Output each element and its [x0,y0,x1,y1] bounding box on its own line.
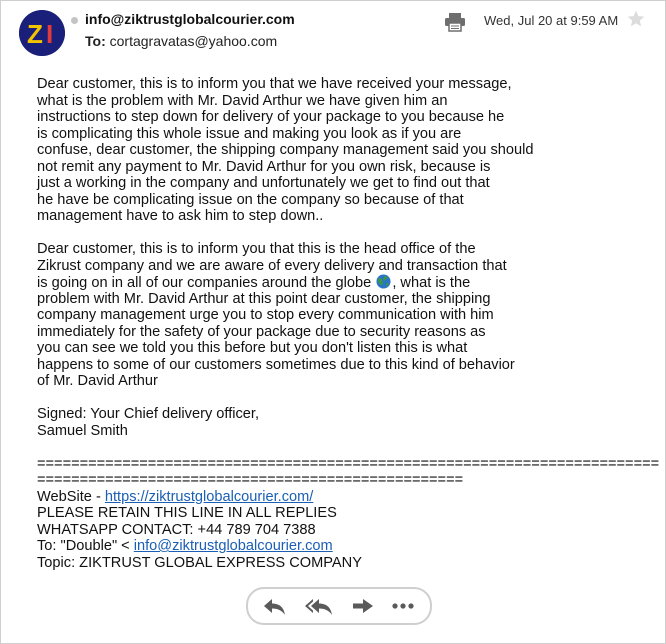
avatar-i-letter: I [46,19,54,49]
separator-line: ========================================================================= [37,455,660,472]
to-label: To: [85,33,106,49]
text-line: what is the problem with Mr. David Arthur we have given him an [37,92,448,109]
text-line: immediately for the safety of your package due to security reasons as [37,323,486,340]
reply-all-icon[interactable] [304,594,334,618]
text-line: happens to some of our customers sometimes due to this kind of behavior [37,356,515,373]
message-actions-bar [246,587,432,625]
unread-indicator [71,17,78,24]
paragraph-2-rest [37,291,637,390]
avatar-logo-icon [19,10,65,56]
to-contact-label: To: "Double" < [37,538,134,554]
text-line: Dear customer, this is to inform you that we have received your message, [37,76,512,92]
paragraph-2 [37,241,637,390]
recipient-line [85,33,277,49]
text-line: you can see we told you this before but you don't listen this is what [37,340,468,356]
text-line: Dear customer, this is to inform you that this is the head office of the [37,241,476,257]
website-link[interactable]: https://ziktrustglobalcourier.com/ [104,488,314,505]
retain-line: PLEASE RETAIN THIS LINE IN ALL REPLIES [37,505,337,521]
avatar-z-letter: Z [27,19,43,49]
text-line: of Mr. David Arthur [37,373,158,389]
text-line: company management urge you to stop every communication with him [37,307,494,323]
star-icon[interactable] [626,9,646,34]
printer-icon[interactable] [444,12,466,37]
to-contact-link[interactable]: info@ziktrustglobalcourier.com [133,538,333,554]
paragraph-1 [37,76,637,225]
text-line: instructions to step down for delivery of your package to you because he [37,109,505,125]
signed-line: Signed: Your Chief delivery officer, [37,406,260,422]
text-line: confuse, dear customer, the shipping company management said you should [37,142,534,158]
text-line: is complicating this whole issue and making you look as if you are [37,125,462,142]
text-line: just a working in the company and unfortunately we get to find out that [37,175,490,191]
forward-icon[interactable] [350,594,376,618]
recipient-address[interactable]: cortagravatas@yahoo.com [109,33,278,49]
text-line: not remit any payment to Mr. David Arthur for you own risk, because is [37,158,491,175]
website-line [37,489,637,506]
sender-address[interactable]: info@ziktrustglobalcourier.com [85,11,295,27]
email-date: Wed, Jul 20 at 9:59 AM [484,13,619,28]
more-icon[interactable] [390,594,416,618]
sender-avatar[interactable] [19,10,65,56]
text-fragment: , what is the [392,275,471,291]
text-line: he have be complicating issue on the company so because of that [37,191,464,208]
text-line: Zikrust company and we are aware of every delivery and transaction that [37,257,507,274]
topic-line: Topic: ZIKTRUST GLOBAL EXPRESS COMPANY [37,554,362,571]
globe-icon [376,274,391,289]
email-body [37,76,660,571]
text-fragment: is going on in all of our companies around the globe [37,275,376,291]
separator-line: ================================================== [37,472,464,488]
text-line: problem with Mr. David Arthur at this point dear customer, the shipping [37,290,491,307]
whatsapp-line: WHATSAPP CONTACT: +44 789 704 7388 [37,521,316,538]
reply-icon[interactable] [262,594,288,618]
website-label: WebSite - [37,488,105,505]
signer-name: Samuel Smith [37,422,128,439]
text-line: management have to ask him to step down.. [37,208,324,224]
to-contact-line [37,538,637,555]
email-header [0,0,666,60]
text-line [37,274,637,291]
